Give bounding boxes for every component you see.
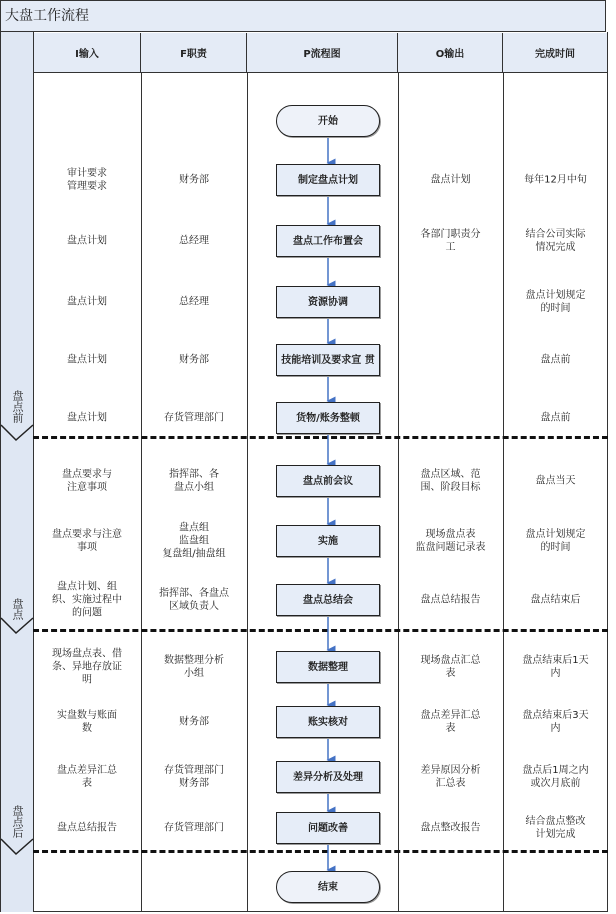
output-cell: 盘点差异汇总 表 (420, 710, 481, 734)
role-cell: 总经理 (179, 235, 209, 247)
input-cell: 盘点计划、组 织、实施过程中 的问题 (52, 581, 122, 619)
output-cell: 现场盘点表 监盘问题记录表 (415, 529, 486, 553)
role-cell: 财务部 (179, 354, 209, 366)
role-cell: 数据整理分析 小组 (164, 655, 224, 679)
phase-label-during: 盘点 (11, 598, 24, 620)
role-cell: 指挥部、各 盘点小组 (169, 469, 219, 493)
phase-chevron (1, 618, 33, 633)
input-cell: 盘点要求与注意 事项 (52, 529, 122, 553)
time-cell: 盘点当天 (535, 475, 576, 487)
header-output: O输出 (398, 33, 503, 73)
input-cell: 盘点要求与 注意事项 (62, 469, 112, 493)
output-cell: 各部门职责分 工 (420, 229, 481, 253)
header-time: 完成时间 (503, 33, 608, 73)
role-cell: 财务部 (179, 174, 209, 186)
process-step-box: 技能培训及要求宣 贯 (276, 344, 380, 376)
phase-chevron (1, 425, 33, 440)
start-node: 开始 (276, 105, 380, 137)
header-input: I输入 (33, 33, 141, 73)
process-step-box: 数据整理 (276, 651, 380, 683)
time-cell: 盘点结束后3天 内 (522, 710, 589, 734)
input-cell: 现场盘点表、借 条、异地存放证 明 (52, 648, 122, 686)
time-cell: 结合盘点整改 计划完成 (525, 816, 586, 840)
phase-label-after: 盘点后 (11, 805, 24, 838)
input-cell: 盘点总结报告 (57, 822, 117, 834)
output-cell: 盘点总结报告 (420, 594, 481, 606)
process-step-box: 盘点前会议 (276, 465, 380, 497)
time-cell: 盘点前 (540, 354, 571, 366)
header-role: F职责 (141, 33, 247, 73)
process-step-box: 实施 (276, 525, 380, 557)
process-step-box: 制定盘点计划 (276, 164, 380, 196)
page-title: 大盘工作流程 (0, 0, 606, 32)
time-cell: 盘点后1周之内 或次月底前 (522, 765, 589, 789)
output-cell: 盘点计划 (430, 174, 471, 186)
process-step-box: 货物/账务整顿 (276, 402, 380, 434)
process-step-box: 账实核对 (276, 706, 380, 738)
role-cell: 指挥部、各盘点 区域负责人 (159, 588, 229, 612)
process-step-box: 盘点工作布置会 (276, 225, 380, 257)
end-node: 结束 (276, 871, 380, 903)
time-cell: 盘点结束后 (530, 594, 581, 606)
header-flowchart: P流程图 (247, 33, 398, 73)
time-cell: 每年12月中旬 (524, 174, 587, 186)
role-cell: 存货管理部门 (164, 822, 224, 834)
process-step-box: 问题改善 (276, 812, 380, 844)
role-cell: 存货管理部门 财务部 (164, 765, 224, 789)
input-cell: 盘点计划 (67, 354, 107, 366)
time-cell: 盘点结束后1天 内 (522, 655, 589, 679)
role-cell: 财务部 (179, 716, 209, 728)
phase-chevron (1, 839, 33, 854)
process-step-box: 差异分析及处理 (276, 761, 380, 793)
time-cell: 盘点前 (540, 412, 571, 424)
process-step-box: 盘点总结会 (276, 584, 380, 616)
output-cell: 盘点区域、范 围、阶段目标 (420, 469, 481, 493)
input-cell: 审计要求 管理要求 (67, 168, 107, 192)
role-cell: 总经理 (179, 296, 209, 308)
input-cell: 盘点计划 (67, 412, 107, 424)
role-cell: 存货管理部门 (164, 412, 224, 424)
phase-label-before: 盘点前 (11, 390, 24, 423)
time-cell: 结合公司实际 情况完成 (525, 229, 586, 253)
output-cell: 现场盘点汇总 表 (420, 655, 481, 679)
role-cell: 盘点组 监盘组 复盘组/抽盘组 (162, 522, 226, 560)
process-step-box: 资源协调 (276, 286, 380, 318)
input-cell: 实盘数与账面 数 (57, 710, 117, 734)
input-cell: 盘点差异汇总 表 (57, 765, 117, 789)
output-cell: 差异原因分析 汇总表 (420, 765, 481, 789)
output-cell: 盘点整改报告 (420, 822, 481, 834)
input-cell: 盘点计划 (67, 296, 107, 308)
input-cell: 盘点计划 (67, 235, 107, 247)
time-cell: 盘点计划规定 的时间 (525, 529, 586, 553)
time-cell: 盘点计划规定 的时间 (525, 290, 586, 314)
